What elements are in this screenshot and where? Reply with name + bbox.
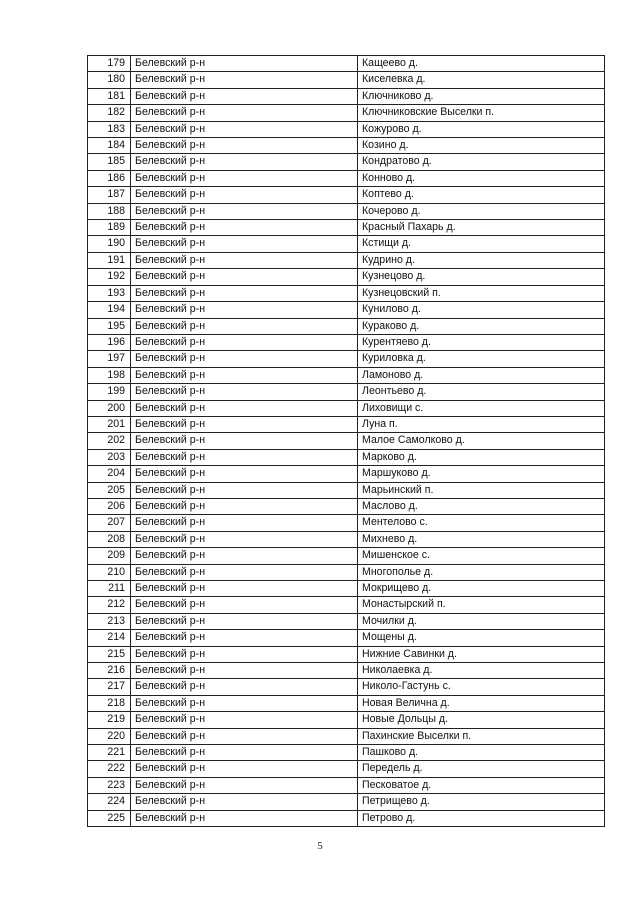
district-name: Белевский р-н bbox=[131, 318, 358, 334]
row-number: 211 bbox=[88, 581, 131, 597]
settlement-name: Пашково д. bbox=[358, 745, 605, 761]
settlement-name: Петрово д. bbox=[358, 810, 605, 826]
row-number: 225 bbox=[88, 810, 131, 826]
table-row bbox=[88, 498, 605, 514]
row-number: 202 bbox=[88, 433, 131, 449]
district-name: Белевский р-н bbox=[131, 728, 358, 744]
settlement-name: Киселевка д. bbox=[358, 72, 605, 88]
table-row bbox=[88, 761, 605, 777]
row-number: 205 bbox=[88, 482, 131, 498]
district-name: Белевский р-н bbox=[131, 564, 358, 580]
table-row bbox=[88, 334, 605, 350]
table-row bbox=[88, 236, 605, 252]
row-number: 180 bbox=[88, 72, 131, 88]
table-row bbox=[88, 269, 605, 285]
table-row bbox=[88, 663, 605, 679]
district-name: Белевский р-н bbox=[131, 220, 358, 236]
district-name: Белевский р-н bbox=[131, 761, 358, 777]
district-name: Белевский р-н bbox=[131, 433, 358, 449]
district-name: Белевский р-н bbox=[131, 384, 358, 400]
settlement-name: Песковатое д. bbox=[358, 777, 605, 793]
table-row bbox=[88, 433, 605, 449]
table-row bbox=[88, 712, 605, 728]
table-row bbox=[88, 105, 605, 121]
settlement-name: Михнево д. bbox=[358, 531, 605, 547]
table-row bbox=[88, 318, 605, 334]
district-name: Белевский р-н bbox=[131, 712, 358, 728]
row-number: 185 bbox=[88, 154, 131, 170]
row-number: 189 bbox=[88, 220, 131, 236]
row-number: 200 bbox=[88, 400, 131, 416]
district-name: Белевский р-н bbox=[131, 105, 358, 121]
district-name: Белевский р-н bbox=[131, 367, 358, 383]
table-row bbox=[88, 695, 605, 711]
table-row bbox=[88, 88, 605, 104]
settlement-name: Курентяево д. bbox=[358, 334, 605, 350]
row-number: 187 bbox=[88, 187, 131, 203]
district-name: Белевский р-н bbox=[131, 400, 358, 416]
settlement-name: Козино д. bbox=[358, 138, 605, 154]
settlement-name: Кожурово д. bbox=[358, 121, 605, 137]
table-row bbox=[88, 531, 605, 547]
row-number: 214 bbox=[88, 630, 131, 646]
table-row bbox=[88, 138, 605, 154]
settlement-name: Монастырский п. bbox=[358, 597, 605, 613]
settlement-name: Конново д. bbox=[358, 170, 605, 186]
table-row bbox=[88, 121, 605, 137]
table-row bbox=[88, 646, 605, 662]
settlement-name: Николаевка д. bbox=[358, 663, 605, 679]
row-number: 197 bbox=[88, 351, 131, 367]
row-number: 179 bbox=[88, 56, 131, 72]
settlement-name: Кудрино д. bbox=[358, 252, 605, 268]
settlement-name: Кураково д. bbox=[358, 318, 605, 334]
settlement-table-container bbox=[87, 55, 604, 827]
district-name: Белевский р-н bbox=[131, 810, 358, 826]
table-row bbox=[88, 170, 605, 186]
row-number: 203 bbox=[88, 449, 131, 465]
district-name: Белевский р-н bbox=[131, 187, 358, 203]
settlement-name: Николо-Гастунь с. bbox=[358, 679, 605, 695]
table-row bbox=[88, 564, 605, 580]
district-name: Белевский р-н bbox=[131, 121, 358, 137]
settlement-table-body bbox=[88, 56, 605, 827]
settlement-name: Ключниковские Выселки п. bbox=[358, 105, 605, 121]
settlement-name: Ламоново д. bbox=[358, 367, 605, 383]
row-number: 219 bbox=[88, 712, 131, 728]
row-number: 215 bbox=[88, 646, 131, 662]
page-number: 5 bbox=[317, 840, 323, 852]
table-row bbox=[88, 203, 605, 219]
district-name: Белевский р-н bbox=[131, 498, 358, 514]
district-name: Белевский р-н bbox=[131, 334, 358, 350]
district-name: Белевский р-н bbox=[131, 663, 358, 679]
row-number: 204 bbox=[88, 466, 131, 482]
district-name: Белевский р-н bbox=[131, 138, 358, 154]
row-number: 220 bbox=[88, 728, 131, 744]
table-row bbox=[88, 581, 605, 597]
district-name: Белевский р-н bbox=[131, 679, 358, 695]
settlement-name: Новые Дольцы д. bbox=[358, 712, 605, 728]
district-name: Белевский р-н bbox=[131, 515, 358, 531]
table-row bbox=[88, 252, 605, 268]
district-name: Белевский р-н bbox=[131, 285, 358, 301]
settlement-name: Петрищево д. bbox=[358, 794, 605, 810]
table-row bbox=[88, 745, 605, 761]
table-row bbox=[88, 777, 605, 793]
table-row bbox=[88, 187, 605, 203]
district-name: Белевский р-н bbox=[131, 154, 358, 170]
settlement-name: Луна п. bbox=[358, 416, 605, 432]
row-number: 184 bbox=[88, 138, 131, 154]
district-name: Белевский р-н bbox=[131, 449, 358, 465]
table-row bbox=[88, 810, 605, 826]
row-number: 195 bbox=[88, 318, 131, 334]
district-name: Белевский р-н bbox=[131, 613, 358, 629]
district-name: Белевский р-н bbox=[131, 56, 358, 72]
settlement-name: Красный Пахарь д. bbox=[358, 220, 605, 236]
table-row bbox=[88, 482, 605, 498]
row-number: 198 bbox=[88, 367, 131, 383]
table-row bbox=[88, 548, 605, 564]
table-row bbox=[88, 154, 605, 170]
row-number: 194 bbox=[88, 302, 131, 318]
settlement-name: Ключниково д. bbox=[358, 88, 605, 104]
row-number: 223 bbox=[88, 777, 131, 793]
table-row bbox=[88, 56, 605, 72]
table-row bbox=[88, 285, 605, 301]
settlement-table bbox=[87, 55, 605, 827]
district-name: Белевский р-н bbox=[131, 72, 358, 88]
table-row bbox=[88, 220, 605, 236]
settlement-name: Малое Самолково д. bbox=[358, 433, 605, 449]
table-row bbox=[88, 630, 605, 646]
settlement-name: Марково д. bbox=[358, 449, 605, 465]
row-number: 199 bbox=[88, 384, 131, 400]
row-number: 192 bbox=[88, 269, 131, 285]
settlement-name: Многополье д. bbox=[358, 564, 605, 580]
settlement-name: Мощены д. bbox=[358, 630, 605, 646]
row-number: 181 bbox=[88, 88, 131, 104]
row-number: 213 bbox=[88, 613, 131, 629]
table-row bbox=[88, 72, 605, 88]
row-number: 221 bbox=[88, 745, 131, 761]
table-row bbox=[88, 679, 605, 695]
row-number: 209 bbox=[88, 548, 131, 564]
settlement-name: Новая Велична д. bbox=[358, 695, 605, 711]
district-name: Белевский р-н bbox=[131, 170, 358, 186]
district-name: Белевский р-н bbox=[131, 630, 358, 646]
district-name: Белевский р-н bbox=[131, 416, 358, 432]
district-name: Белевский р-н bbox=[131, 794, 358, 810]
settlement-name: Кондратово д. bbox=[358, 154, 605, 170]
row-number: 201 bbox=[88, 416, 131, 432]
settlement-name: Пахинские Выселки п. bbox=[358, 728, 605, 744]
row-number: 210 bbox=[88, 564, 131, 580]
table-row bbox=[88, 384, 605, 400]
row-number: 182 bbox=[88, 105, 131, 121]
settlement-name: Мишенское с. bbox=[358, 548, 605, 564]
settlement-name: Ментелово с. bbox=[358, 515, 605, 531]
row-number: 224 bbox=[88, 794, 131, 810]
settlement-name: Кунилово д. bbox=[358, 302, 605, 318]
row-number: 218 bbox=[88, 695, 131, 711]
row-number: 216 bbox=[88, 663, 131, 679]
district-name: Белевский р-н bbox=[131, 646, 358, 662]
settlement-name: Коптево д. bbox=[358, 187, 605, 203]
district-name: Белевский р-н bbox=[131, 482, 358, 498]
district-name: Белевский р-н bbox=[131, 252, 358, 268]
district-name: Белевский р-н bbox=[131, 777, 358, 793]
district-name: Белевский р-н bbox=[131, 466, 358, 482]
settlement-name: Кащеево д. bbox=[358, 56, 605, 72]
table-row bbox=[88, 400, 605, 416]
settlement-name: Маслово д. bbox=[358, 498, 605, 514]
settlement-name: Леонтьево д. bbox=[358, 384, 605, 400]
table-row bbox=[88, 613, 605, 629]
row-number: 186 bbox=[88, 170, 131, 186]
row-number: 222 bbox=[88, 761, 131, 777]
district-name: Белевский р-н bbox=[131, 203, 358, 219]
row-number: 190 bbox=[88, 236, 131, 252]
table-row bbox=[88, 416, 605, 432]
settlement-name: Кузнецово д. bbox=[358, 269, 605, 285]
district-name: Белевский р-н bbox=[131, 597, 358, 613]
table-row bbox=[88, 367, 605, 383]
table-row bbox=[88, 466, 605, 482]
table-row bbox=[88, 302, 605, 318]
row-number: 217 bbox=[88, 679, 131, 695]
district-name: Белевский р-н bbox=[131, 236, 358, 252]
row-number: 196 bbox=[88, 334, 131, 350]
row-number: 183 bbox=[88, 121, 131, 137]
district-name: Белевский р-н bbox=[131, 88, 358, 104]
district-name: Белевский р-н bbox=[131, 695, 358, 711]
settlement-name: Кузнецовский п. bbox=[358, 285, 605, 301]
row-number: 206 bbox=[88, 498, 131, 514]
table-row bbox=[88, 515, 605, 531]
row-number: 188 bbox=[88, 203, 131, 219]
row-number: 193 bbox=[88, 285, 131, 301]
settlement-name: Мочилки д. bbox=[358, 613, 605, 629]
row-number: 212 bbox=[88, 597, 131, 613]
table-row bbox=[88, 728, 605, 744]
row-number: 208 bbox=[88, 531, 131, 547]
settlement-name: Кочерово д. bbox=[358, 203, 605, 219]
settlement-name: Нижние Савинки д. bbox=[358, 646, 605, 662]
settlement-name: Куриловка д. bbox=[358, 351, 605, 367]
table-row bbox=[88, 449, 605, 465]
row-number: 191 bbox=[88, 252, 131, 268]
table-row bbox=[88, 794, 605, 810]
settlement-name: Передель д. bbox=[358, 761, 605, 777]
district-name: Белевский р-н bbox=[131, 745, 358, 761]
district-name: Белевский р-н bbox=[131, 351, 358, 367]
table-row bbox=[88, 351, 605, 367]
table-row bbox=[88, 597, 605, 613]
settlement-name: Кстищи д. bbox=[358, 236, 605, 252]
district-name: Белевский р-н bbox=[131, 302, 358, 318]
settlement-name: Маршуково д. bbox=[358, 466, 605, 482]
row-number: 207 bbox=[88, 515, 131, 531]
district-name: Белевский р-н bbox=[131, 581, 358, 597]
district-name: Белевский р-н bbox=[131, 531, 358, 547]
district-name: Белевский р-н bbox=[131, 548, 358, 564]
settlement-name: Мокрищево д. bbox=[358, 581, 605, 597]
district-name: Белевский р-н bbox=[131, 269, 358, 285]
settlement-name: Лиховищи с. bbox=[358, 400, 605, 416]
settlement-name: Марьинский п. bbox=[358, 482, 605, 498]
